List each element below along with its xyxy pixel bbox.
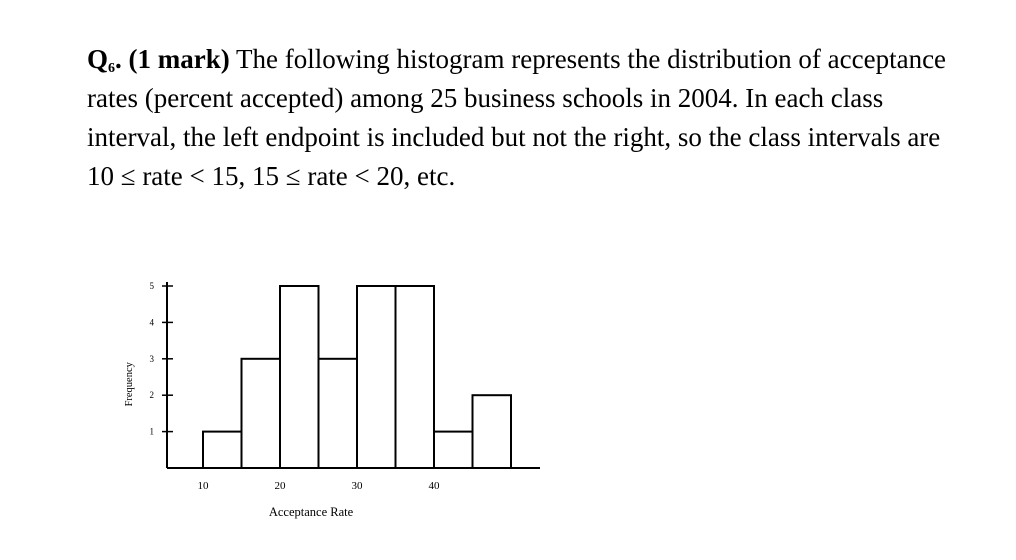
x-tick-label: 10	[197, 480, 209, 492]
histogram-chart	[110, 272, 560, 532]
x-tick-label: 30	[351, 480, 363, 492]
histogram-bar	[473, 395, 512, 468]
histogram-bar	[242, 359, 281, 468]
y-tick-label: 3	[149, 353, 154, 364]
question-number: 6	[108, 61, 116, 76]
histogram-bar	[203, 432, 242, 468]
question-label	[87, 44, 230, 74]
histogram-bar	[357, 286, 396, 468]
x-tick-label: 40	[428, 480, 440, 492]
question-body: The following histogram represents the distribution of acceptance rates (percent accepted) among 25 business schools in 2004. In each class interval, the left endpoint is included but not the right, so the class intervals are 10 ≤ rate < 15, 15 ≤ rate < 20, etc.	[87, 44, 947, 191]
question-text	[87, 40, 967, 196]
x-tick-label: 20	[274, 480, 286, 492]
histogram-bar	[280, 286, 319, 468]
histogram-bars	[203, 286, 511, 468]
y-axis-title: Frequency	[124, 362, 135, 407]
y-tick-label: 2	[149, 390, 154, 401]
question-letter: Q	[87, 44, 109, 74]
y-tick-label: 4	[149, 317, 154, 328]
question-dot: .	[115, 44, 122, 74]
y-tick-label: 1	[149, 426, 154, 437]
histogram-bar	[396, 286, 435, 468]
histogram-bar	[319, 359, 358, 468]
y-tick-label: 5	[149, 281, 154, 291]
x-axis-title: Acceptance Rate	[268, 505, 354, 519]
question-marks: (1 mark)	[128, 44, 230, 74]
histogram-bar	[434, 432, 473, 468]
